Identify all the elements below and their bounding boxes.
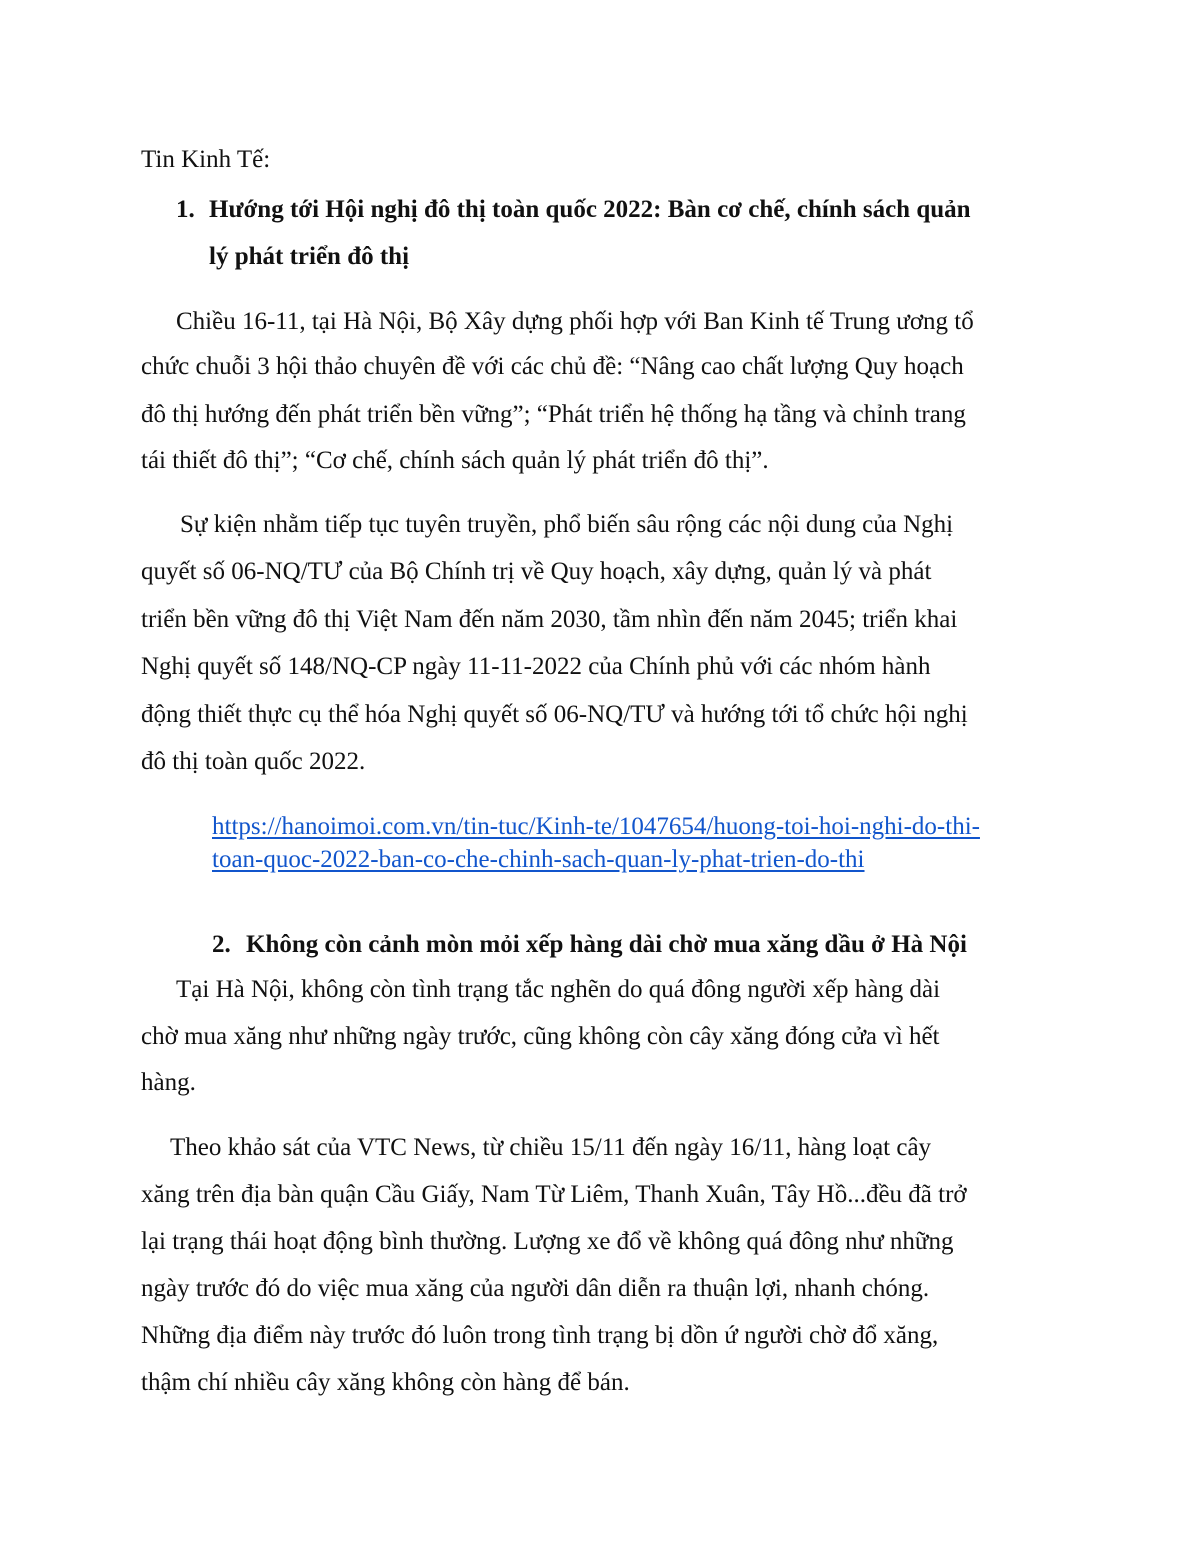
article-1-number: 1. [176, 196, 195, 223]
article-2-para-1-line-3: hàng. [141, 1069, 196, 1096]
article-2-para-2-line-3: lại trạng thái hoạt động bình thường. Lượng xe đổ về không quá đông như những [141, 1228, 954, 1255]
article-1-source-link-line-2[interactable]: toan-quoc-2022-ban-co-che-chinh-sach-quan-ly-phat-trien-do-thi [212, 846, 865, 873]
article-1-para-2-line-4: Nghị quyết số 148/NQ-CP ngày 11-11-2022 của Chính phủ với các nhóm hành [141, 653, 931, 680]
article-1-para-1-line-4: tái thiết đô thị”; “Cơ chế, chính sách quản lý phát triển đô thị”. [141, 447, 769, 474]
article-1-para-2-line-5: động thiết thực cụ thể hóa Nghị quyết số 06-NQ/TƯ và hướng tới tổ chức hội nghị [141, 701, 968, 728]
article-1-para-2-line-3: triển bền vững đô thị Việt Nam đến năm 2030, tầm nhìn đến năm 2045; triển khai [141, 606, 958, 633]
article-2-para-2-line-2: xăng trên địa bàn quận Cầu Giấy, Nam Từ Liêm, Thanh Xuân, Tây Hồ...đều đã trở [141, 1181, 967, 1208]
article-1-source-link-line-1[interactable]: https://hanoimoi.com.vn/tin-tuc/Kinh-te/1047654/huong-toi-hoi-nghi-do-thi- [212, 813, 980, 840]
article-1-para-1-line-2: chức chuỗi 3 hội thảo chuyên đề với các chủ đề: “Nâng cao chất lượng Quy hoạch [141, 353, 964, 380]
article-2-para-2-line-5: Những địa điểm này trước đó luôn trong tình trạng bị dồn ứ người chờ đổ xăng, [141, 1322, 939, 1349]
article-1-title-line-1: Hướng tới Hội nghị đô thị toàn quốc 2022: Bàn cơ chế, chính sách quản [209, 196, 971, 223]
article-2-para-2-line-6: thậm chí nhiều cây xăng không còn hàng để bán. [141, 1369, 630, 1396]
article-1-para-2-line-2: quyết số 06-NQ/TƯ của Bộ Chính trị về Quy hoạch, xây dựng, quản lý và phát [141, 558, 932, 585]
article-2-number: 2. [212, 931, 231, 958]
article-1-para-1-line-1: Chiều 16-11, tại Hà Nội, Bộ Xây dựng phối hợp với Ban Kinh tế Trung ương tổ [176, 308, 974, 335]
article-1-para-2-line-1: Sự kiện nhằm tiếp tục tuyên truyền, phổ biến sâu rộng các nội dung của Nghị [180, 511, 954, 538]
article-2-para-1-line-1: Tại Hà Nội, không còn tình trạng tắc nghẽn do quá đông người xếp hàng dài [176, 976, 941, 1003]
article-1-para-1-line-3: đô thị hướng đến phát triển bền vững”; “Phát triển hệ thống hạ tầng và chỉnh trang [141, 401, 966, 428]
article-2-title: Không còn cảnh mòn mỏi xếp hàng dài chờ mua xăng dầu ở Hà Nội [246, 931, 967, 958]
article-2-para-1-line-2: chờ mua xăng như những ngày trước, cũng không còn cây xăng đóng cửa vì hết [141, 1023, 940, 1050]
article-2-para-2-line-1: Theo khảo sát của VTC News, từ chiều 15/11 đến ngày 16/11, hàng loạt cây [170, 1134, 932, 1161]
article-1-para-2-line-6: đô thị toàn quốc 2022. [141, 748, 366, 775]
article-1-title-line-2: lý phát triển đô thị [209, 243, 410, 270]
article-2-para-2-line-4: ngày trước đó do việc mua xăng của người dân diễn ra thuận lợi, nhanh chóng. [141, 1275, 930, 1302]
section-heading: Tin Kinh Tế: [141, 146, 271, 173]
